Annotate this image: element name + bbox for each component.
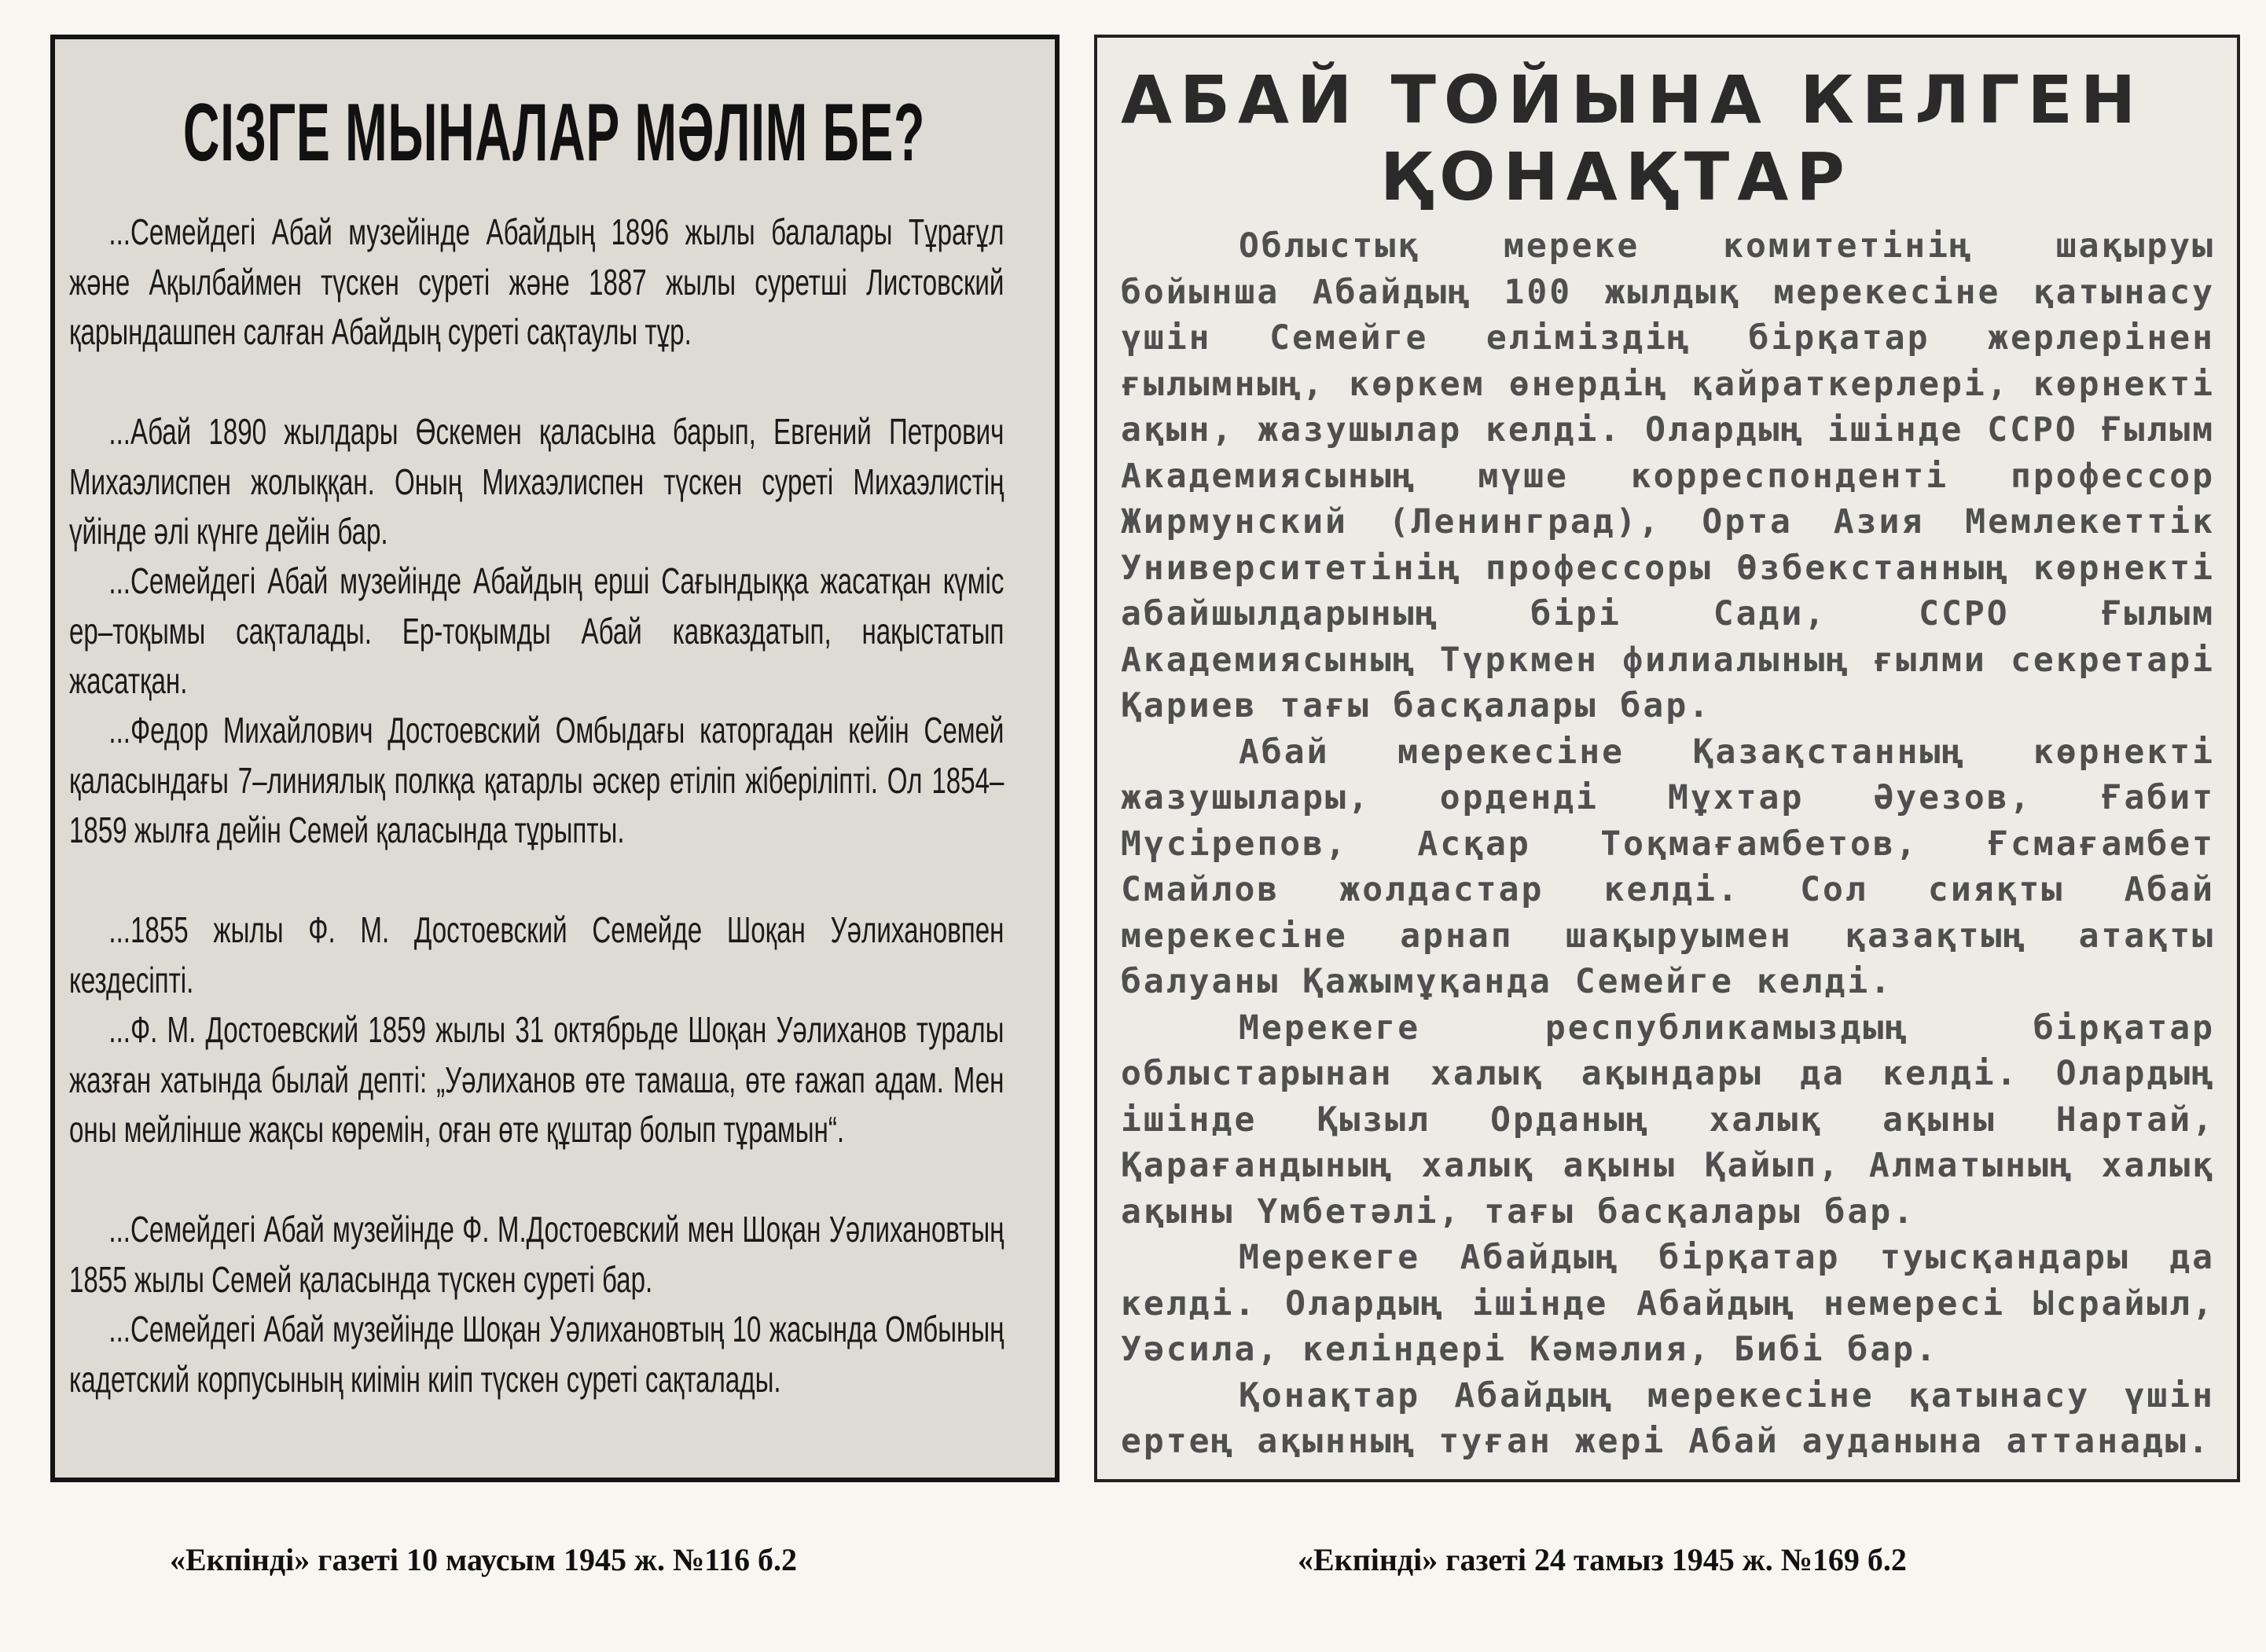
right-paragraph-2: Абай мерекесіне Қазақстанның көрнекті жазушылары, орденді Мұхтар Әуезов, Ғабит Мүсірепов, Асқар Тоқмағамбетов, Ғсмағамбет Смайлов жолдастар келді. Сол сияқты Абай мерекесіне арнап шақыруымен қазақтың атақты балуаны Қажымұқанда Семейге келді.: [1121, 732, 2215, 1001]
right-paragraph-3: Мерекеге республикамыздың бірқатар облыстарынан халық ақындары да келді. Олардың ішінде Қызыл Орданың халық ақыны Нартай, Қарағандының халық ақыны Қайып, Алматының халық ақыны Үмбетәлі, тағы басқалары бар.: [1121, 1008, 2215, 1232]
left-paragraph-4: ...Федор Михайлович Достоевский Омбыдағы каторгадан кейін Семей қаласындағы 7–линиялық полкқа қатарлы әскер етіліп жіберіліпті. Ол 1854–1859 жылға дейін Семей қаласында тұрыпты.: [69, 710, 1004, 850]
left-paragraph-5: ...1855 жылы Ф. М. Достоевский Семейде Шоқан Уәлихановпен кездесіпті.: [69, 909, 1004, 1000]
left-clipping-articles: [69, 207, 1039, 1454]
right-clipping-headline: [1121, 61, 2215, 215]
left-paragraph-6: ...Ф. М. Достоевский 1859 жылы 31 октябрьде Шоқан Уәлиханов туралы жазған хатында былай депті: „Уәлиханов өте тамаша, өте ғажап адам. Мен оны мейлінше жақсы көремін, оған өте құштар болып тұрамын“.: [69, 1009, 1004, 1150]
right-headline-line-2: ҚОНАҚТАР: [1380, 138, 1853, 215]
right-clipping-caption: «Екпінді» газеті 24 тамыз 1945 ж. №169 б.2: [1298, 1542, 1907, 1577]
right-paragraph-5: Қонақтар Абайдың мерекесіне қатынасу үшін ертең ақынның туған жері Абай ауданына аттанады.: [1121, 1375, 2215, 1461]
left-paragraph-8: ...Семейдегі Абай музейінде Шоқан Уәлихановтың 10 жасында Омбының кадетский корпусының киімін киіп түскен суреті сақталады.: [69, 1309, 1004, 1400]
right-headline-line-1: АБАЙ ТОЙЫНА КЕЛГЕН: [1121, 61, 2144, 138]
left-paragraph-2: ...Абай 1890 жылдары Өскемен қаласына барып, Евгений Петрович Михаэлиспен жолыққан. Оның Михаэлиспен түскен суреті Михаэлистің үйінде әлі күнге дейін бар.: [69, 411, 1004, 552]
left-newspaper-clipping: [50, 35, 1060, 1482]
left-paragraph-1: ...Семейдегі Абай музейінде Абайдың 1896 жылы балалары Тұрағұл және Ақылбаймен түскен суреті және 1887 жылы суретші Листовский қарындашпен салған Абайдың суреті сақтаулы тұр.: [69, 211, 1004, 352]
right-newspaper-clipping: [1094, 35, 2240, 1482]
left-clipping-caption: «Екпінді» газеті 10 маусым 1945 ж. №116 б.2: [170, 1542, 797, 1577]
left-paragraph-3: ...Семейдегі Абай музейінде Абайдың ерші Сағындыққа жасатқан күміс ер–тоқымы сақталады. Ер-тоқымды Абай кавказдатып, нақыстатып жасатқан.: [69, 560, 1004, 701]
left-clipping-headline: СІЗГЕ МЫНАЛАР МӘЛІМ БЕ?: [182, 87, 926, 178]
left-paragraph-7: ...Семейдегі Абай музейінде Ф. М.Достоевский мен Шоқан Уәлихановтың 1855 жылы Семей қаласында түскен суреті бар.: [69, 1209, 1004, 1300]
right-paragraph-1: Облыстық мереке комитетінің шақыруы бойынша Абайдың 100 жылдық мерекесіне қатынасу үшін Семейге еліміздің бірқатар жерлерінен ғылымның, көркем өнердің қайраткерлері, көрнекті ақын, жазушылар келді. Олардың ішінде ССРО Ғылым Академиясының мүше корреспонденті профессор Жирмунский (Ленинград), Орта Азия Мемлекеттік Университетінің профессоры Өзбекстанның көрнекті абайшылдарының бірі Сади, ССРО Ғылым Академиясының Түркмен филиалының ғылми секретарі Қариев тағы басқалары бар.: [1121, 226, 2215, 725]
right-paragraph-4: Мерекеге Абайдың бірқатар туысқандары да келді. Олардың ішінде Абайдың немересі Ысрайыл, Уәсила, келіндері Кәмәлия, Бибі бар.: [1121, 1238, 2215, 1369]
